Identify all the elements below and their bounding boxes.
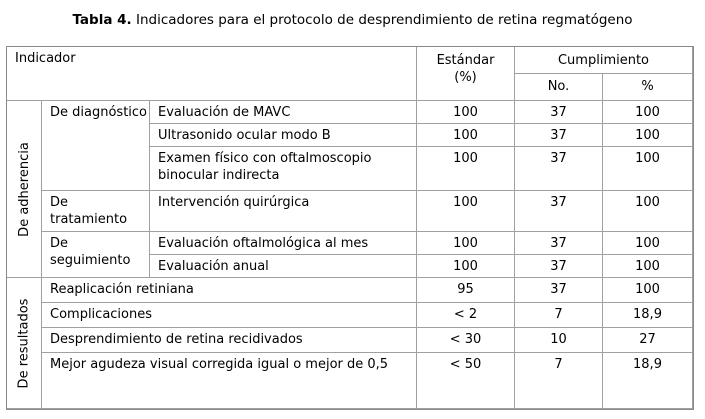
table-row-no: 7 [515,353,603,409]
table-row-pct: 100 [603,191,693,232]
header-estandar: Estándar (%) [417,47,515,101]
table-row-indicador: Desprendimiento de retina recidivados [42,328,417,353]
table-row-pct: 100 [603,278,693,303]
table-row-indicador: Evaluación de MAVC [150,101,417,124]
group-resultados: De resultados [7,278,42,409]
table-row-estandar: 100 [417,191,515,232]
caption-text: Indicadores para el protocolo de desprendimiento de retina regmatógeno [135,12,633,28]
header-indicador: Indicador [7,47,417,101]
table-row-no: 37 [515,255,603,278]
table-row-no: 37 [515,101,603,124]
table-row-estandar: 100 [417,255,515,278]
table-row-estandar: 100 [417,147,515,191]
table-row-estandar: 100 [417,101,515,124]
table-row-no: 37 [515,278,603,303]
table-row-pct: 100 [603,147,693,191]
subgroup-seguimiento: De seguimiento [42,232,150,278]
table-row-pct: 100 [603,255,693,278]
table-row-estandar: < 2 [417,303,515,328]
table-row-no: 37 [515,232,603,255]
table-row-estandar: < 50 [417,353,515,409]
table-caption [0,12,705,28]
table-row-estandar: < 30 [417,328,515,353]
table-row-pct: 100 [603,124,693,147]
subgroup-tratamiento: De tratamiento [42,191,150,232]
table-row-indicador: Complicaciones [42,303,417,328]
group-adherencia: De adherencia [7,101,42,278]
table-row-indicador: Ultrasonido ocular modo B [150,124,417,147]
table-row-estandar: 100 [417,124,515,147]
indicators-table [6,46,694,410]
table-row-pct: 18,9 [603,353,693,409]
table-row-no: 37 [515,191,603,232]
header-pct: % [603,74,693,101]
table-row-pct: 100 [603,101,693,124]
table-row-indicador: Examen físico con oftalmoscopio binocular indirecta [150,147,417,191]
header-cumplimiento: Cumplimiento [515,47,693,74]
table-row-pct: 100 [603,232,693,255]
table-row-no: 37 [515,147,603,191]
header-no: No. [515,74,603,101]
table-row-indicador: Intervención quirúrgica [150,191,417,232]
table-row-pct: 27 [603,328,693,353]
table-row-indicador: Evaluación oftalmológica al mes [150,232,417,255]
table-row-estandar: 95 [417,278,515,303]
subgroup-diagnostico: De diagnóstico [42,101,150,191]
table-row-indicador: Evaluación anual [150,255,417,278]
caption-label: Tabla 4. [72,12,132,28]
table-row-pct: 18,9 [603,303,693,328]
table-row-indicador: Mejor agudeza visual corregida igual o mejor de 0,5 [42,353,417,409]
table-row-estandar: 100 [417,232,515,255]
table-row-indicador: Reaplicación retiniana [42,278,417,303]
table-row-no: 37 [515,124,603,147]
table-row-no: 10 [515,328,603,353]
table-row-no: 7 [515,303,603,328]
